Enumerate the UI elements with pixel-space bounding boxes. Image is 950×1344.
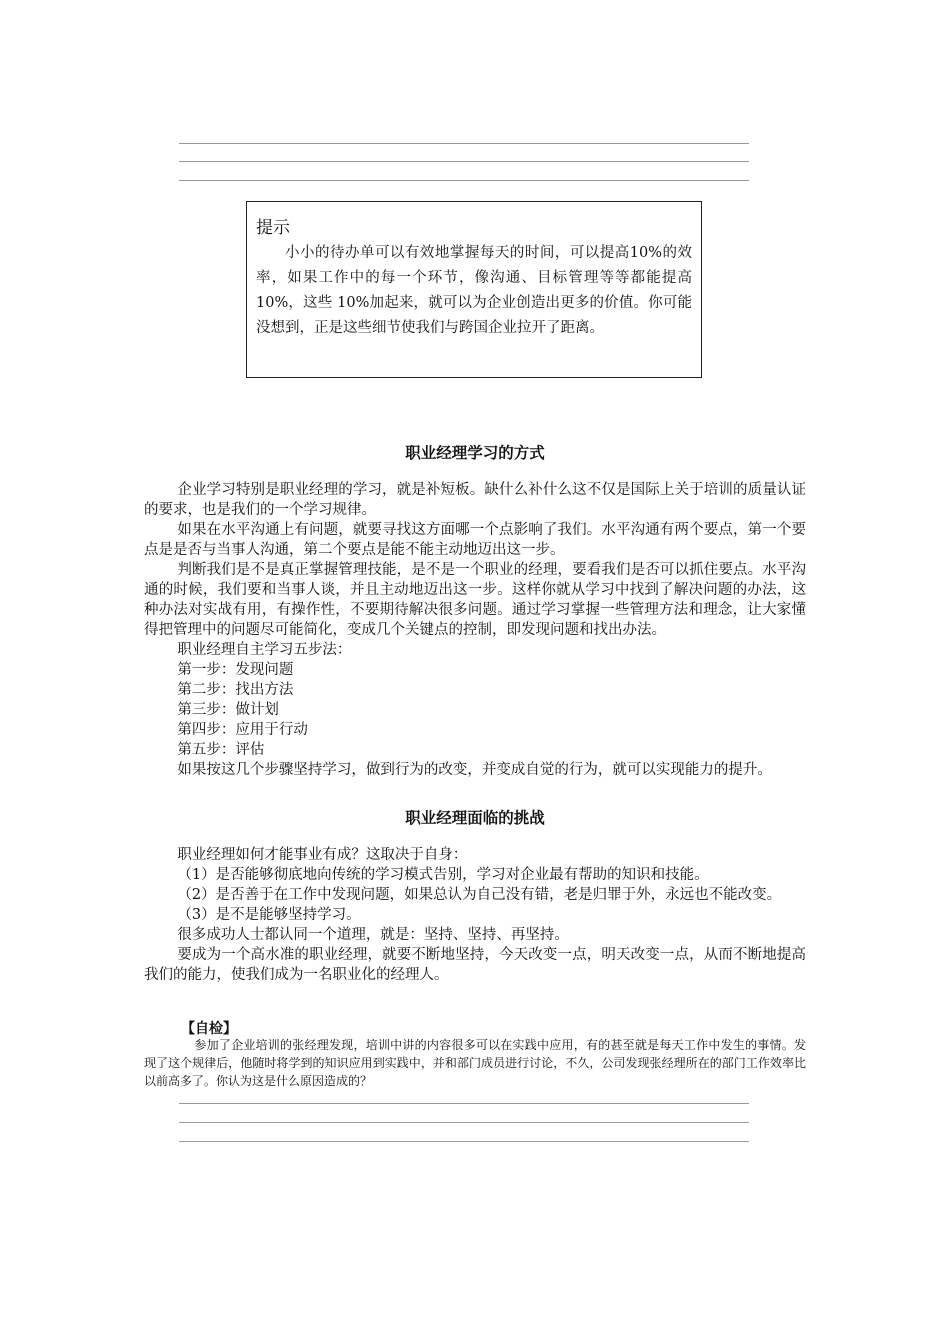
step-item: 第三步：做计划 bbox=[177, 702, 279, 718]
answer-line bbox=[179, 1141, 749, 1142]
self-check-body: 参加了企业培训的张经理发现，培训中讲的内容很多可以在实践中应用，有的甚至就是每天工作中发生的事情。发现了这个规律后，他随时将学到的知识应用到实践中，并和部门成员进行讨论，不久，公司发现张经理所在的部门工作效率比以前高多了。你认为这是什么原因造成的？ bbox=[144, 1038, 806, 1088]
step-item: 第一步：发现问题 bbox=[177, 662, 294, 678]
list-item: （2）是否善于在工作中发现问题，如果总认为自己没有错，老是归罪于外，永远也不能改变。 bbox=[177, 887, 782, 903]
tip-box bbox=[246, 201, 702, 378]
paragraph: 企业学习特别是职业经理的学习，就是补短板。缺什么补什么这不仅是国际上关于培训的质量认证的要求，也是我们的一个学习规律。 bbox=[144, 482, 806, 518]
answer-line bbox=[179, 1122, 749, 1123]
paragraph: 如果按这几个步骤坚持学习，做到行为的改变，并变成自觉的行为，就可以实现能力的提升。 bbox=[177, 762, 772, 778]
list-item: （1）是否能够彻底地向传统的学习模式告别，学习对企业最有帮助的知识和技能。 bbox=[177, 867, 709, 883]
step-item: 第四步：应用于行动 bbox=[177, 722, 308, 738]
answer-line bbox=[179, 1103, 749, 1104]
step-item: 第五步：评估 bbox=[177, 742, 265, 758]
list-item: （3）是不是能够坚持学习。 bbox=[177, 907, 361, 923]
section-title-challenges: 职业经理面临的挑战 bbox=[405, 809, 545, 827]
answer-line bbox=[179, 143, 749, 144]
answer-line bbox=[179, 161, 749, 162]
tip-body: 小小的待办单可以有效地掌握每天的时间，可以提高10%的效率，如果工作中的每一个环节，像沟通、目标管理等等都能提高 10%，这些 10%加起来，就可以为企业创造出更多的价值。你可能没想到，正是这些细节使我们与跨国企业拉开了距离。 bbox=[256, 245, 692, 336]
self-check-title: 【自检】 bbox=[181, 1021, 237, 1037]
paragraph: 职业经理自主学习五步法： bbox=[177, 642, 352, 658]
answer-line bbox=[179, 180, 749, 181]
section-body-challenges bbox=[144, 845, 806, 985]
paragraph: 判断我们是不是真正掌握管理技能，是不是一个职业的经理，要看我们是否可以抓住要点。水平沟通的时候，我们要和当事人谈，并且主动地迈出这一步。这样你就从学习中找到了解决问题的办法，这种办法对实战有用，有操作性，不要期待解决很多问题。通过学习掌握一些管理方法和理念，让大家懂得把管理中的问题尽可能简化，变成几个关键点的控制，即发现问题和找出办法。 bbox=[144, 562, 806, 638]
paragraph: 职业经理如何才能事业有成？这取决于自身： bbox=[177, 847, 468, 863]
section-body-learning bbox=[144, 480, 806, 780]
paragraph: 要成为一个高水准的职业经理，就要不断地坚持，今天改变一点，明天改变一点，从而不断地提高我们的能力，使我们成为一名职业化的经理人。 bbox=[144, 947, 806, 983]
paragraph: 如果在水平沟通上有问题，就要寻找这方面哪一个点影响了我们。水平沟通有两个要点，第一个要点是是否与当事人沟通，第二个要点是能不能主动地迈出这一步。 bbox=[144, 522, 806, 558]
paragraph: 很多成功人士都认同一个道理，就是：坚持、坚持、再坚持。 bbox=[177, 927, 569, 943]
tip-title: 提示 bbox=[256, 218, 290, 238]
step-item: 第二步：找出方法 bbox=[177, 682, 294, 698]
section-title-learning: 职业经理学习的方式 bbox=[405, 444, 545, 462]
